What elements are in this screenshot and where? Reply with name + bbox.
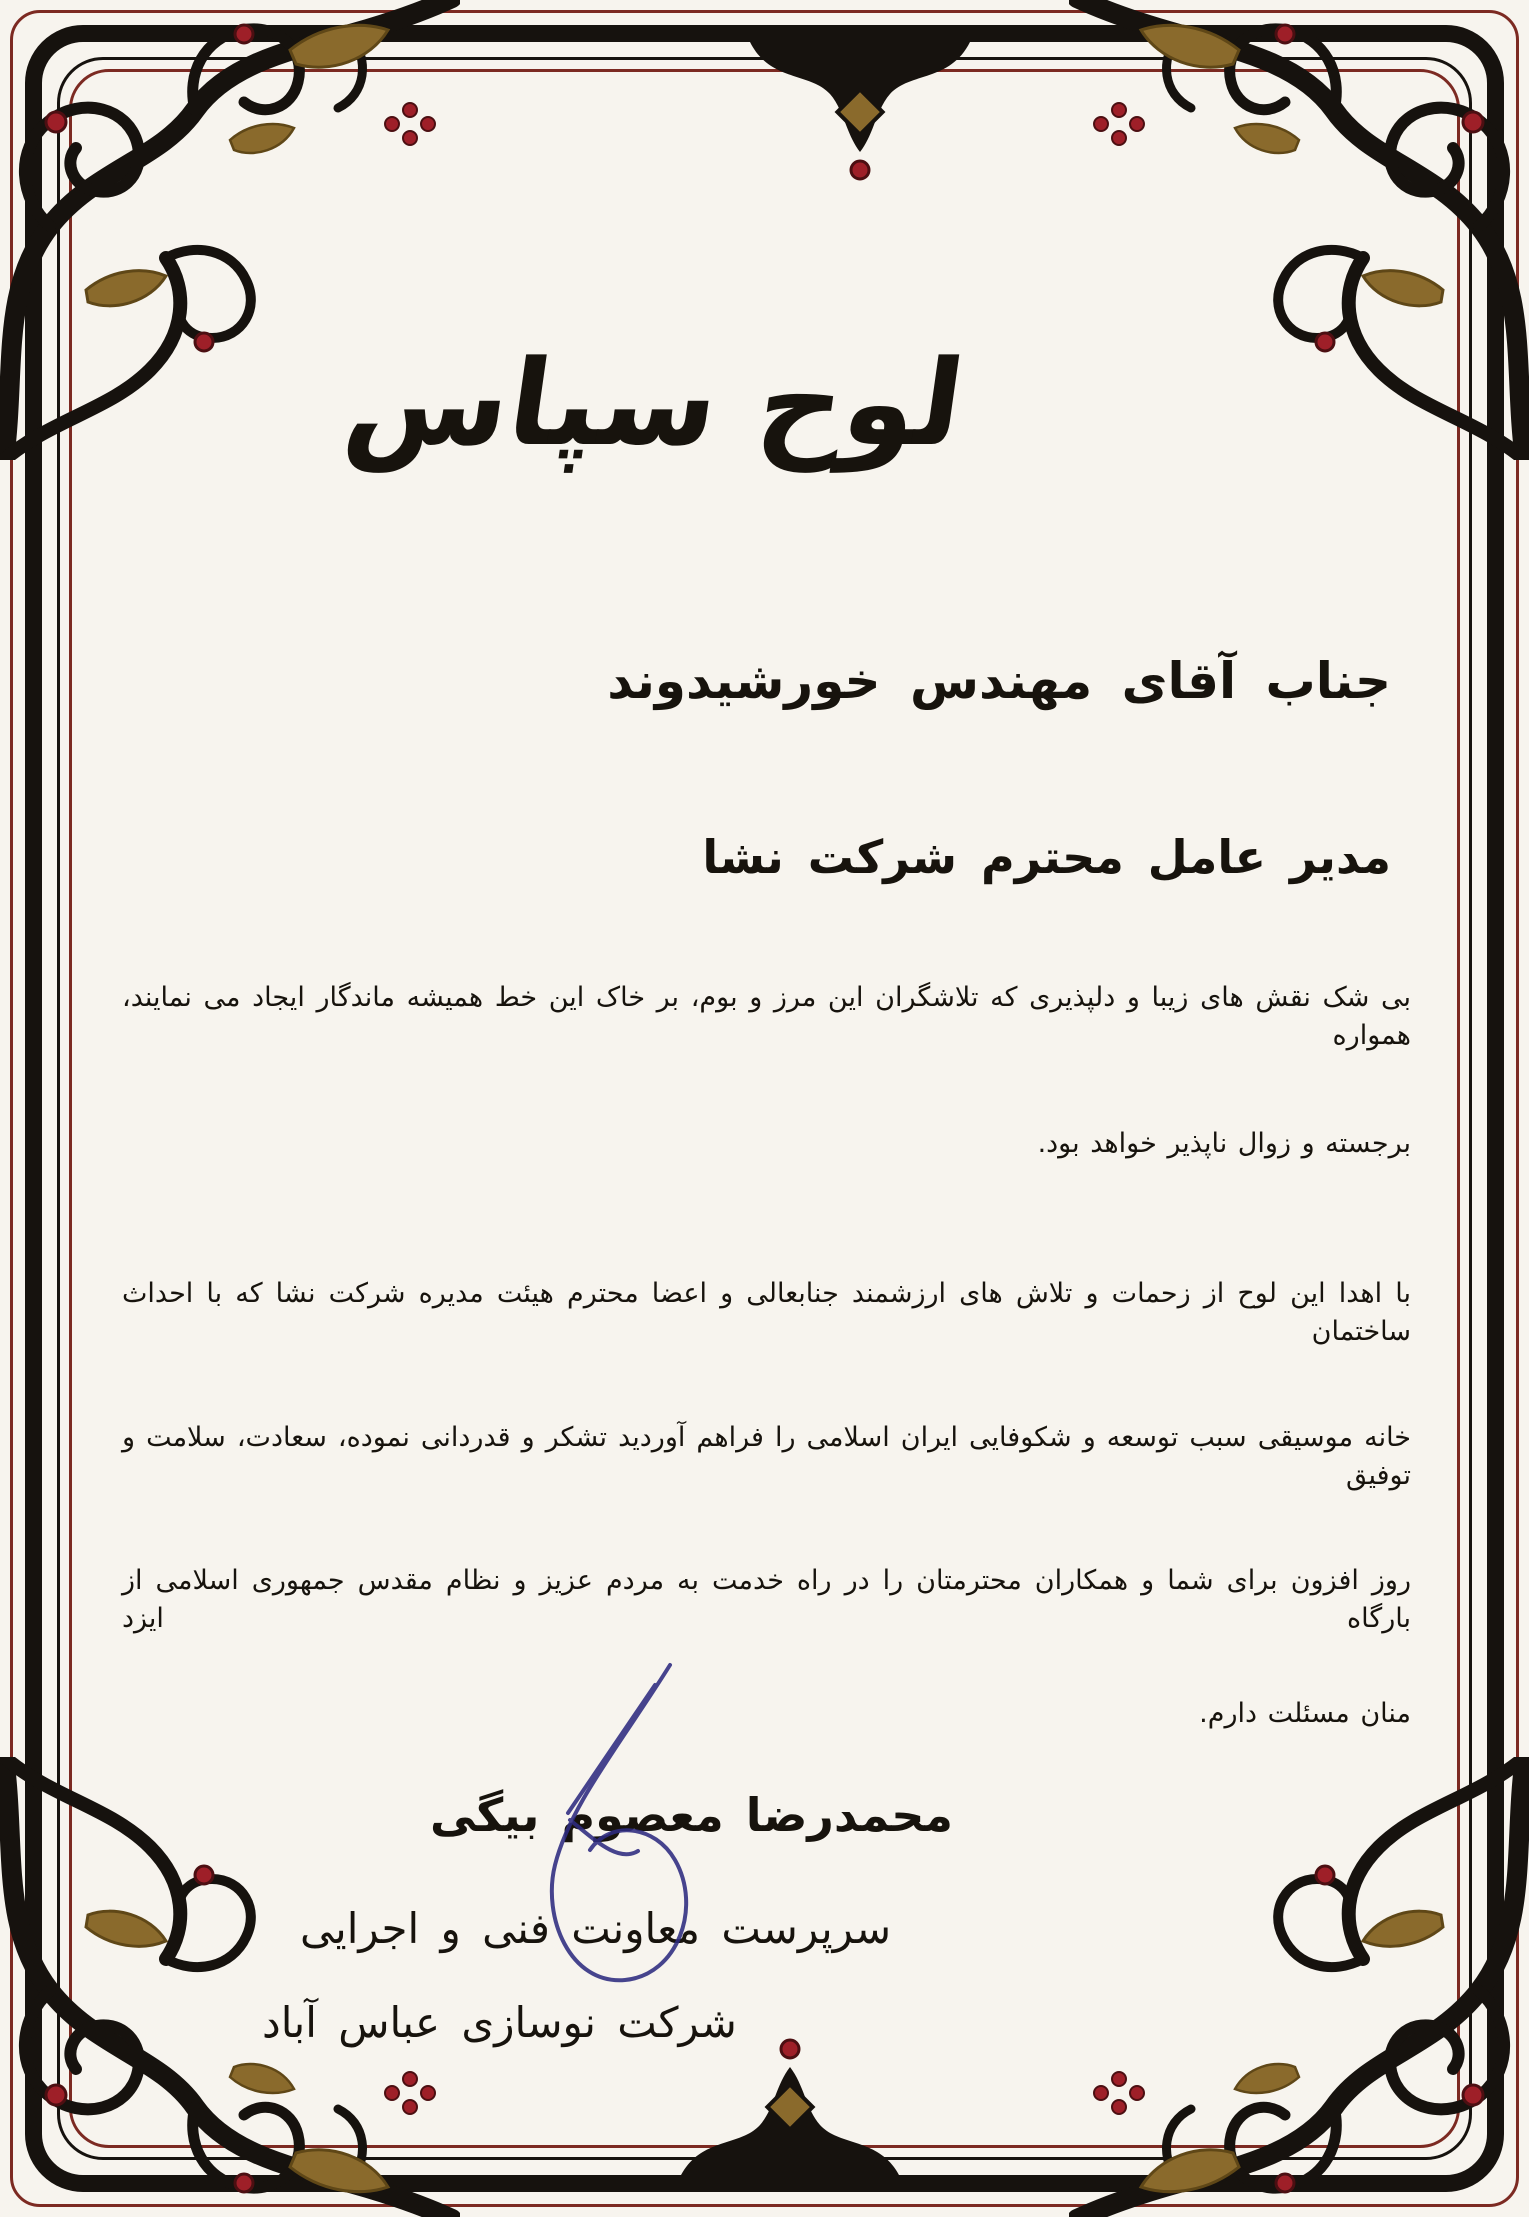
signatory-organization: شرکت نوسازی عباس آباد bbox=[262, 1998, 737, 2047]
arabesque-corner-bottom-left-icon bbox=[0, 1757, 460, 2217]
body-paragraph2-line4: منان مسئلت دارم. bbox=[1199, 1698, 1411, 1729]
recipient-role-line: مدیر عامل محترم شرکت نشا bbox=[702, 830, 1391, 884]
certificate-title: لوح سپاس bbox=[336, 334, 973, 473]
body-paragraph1-line1: بی شک نقش های زیبا و دلپذیری که تلاشگران این مرز و بوم، بر خاک این خط همیشه ماندگار ایجاد می نمایند، همواره bbox=[122, 982, 1411, 1051]
body-paragraph2-line3: روز افزون برای شما و همکاران محترمتان را در راه خدمت به مردم عزیز و نظام مقدس جمهوری اسلامی از بارگاه ایزد bbox=[122, 1565, 1411, 1634]
signatory-name: محمدرضا معصوم بیگی bbox=[430, 1788, 953, 1842]
signatory-role: سرپرست معاونت فنی و اجرایی bbox=[300, 1904, 892, 1953]
pendant-ornament-top-icon bbox=[740, 42, 980, 212]
body-paragraph2-line2: خانه موسیقی سبب توسعه و شکوفایی ایران اسلامی را فراهم آوردید تشکر و قدردانی نموده، سعادت، سلامت و توفیق bbox=[122, 1422, 1411, 1491]
arabesque-corner-bottom-right-icon bbox=[1069, 1757, 1529, 2217]
body-paragraph2-line1: با اهدا این لوح از زحمات و تلاش های ارزشمند جنابعالی و اعضا محترم هیئت مدیره شرکت نشا که با احداث ساختمان bbox=[122, 1278, 1411, 1347]
body-paragraph1-line2: برجسته و زوال ناپذیر خواهد بود. bbox=[1037, 1128, 1411, 1159]
recipient-name-line: جناب آقای مهندس خورشیدوند bbox=[607, 652, 1391, 710]
